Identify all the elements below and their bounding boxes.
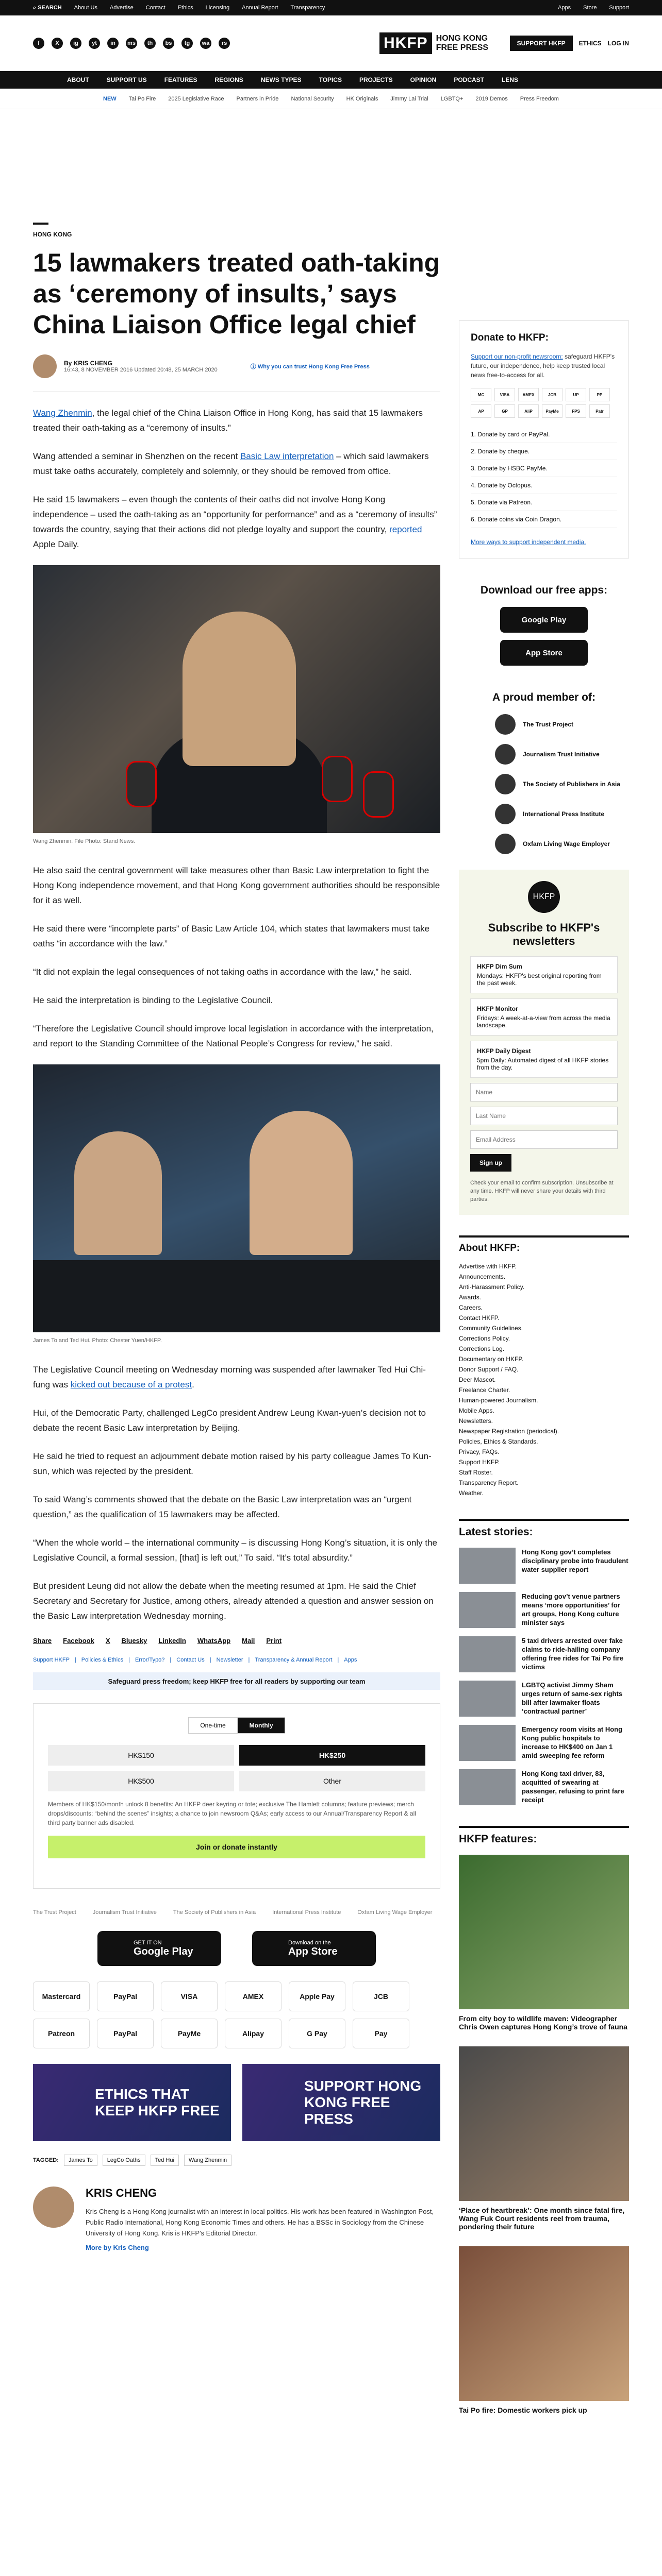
tag-item[interactable]: James To [64,2155,97,2166]
last-name-field[interactable] [470,1107,618,1125]
nav-lens[interactable]: LENS [502,76,519,83]
nav-podcast[interactable]: PODCAST [454,76,484,83]
card-logo: PP [589,388,610,401]
alipay-icon[interactable]: Alipay [225,2019,282,2048]
tag-item[interactable]: Wang Zhenmin [184,2155,231,2166]
byline [33,354,440,378]
footer-link[interactable]: Contact Us [176,1657,205,1663]
app-store-badge[interactable]: Download on the App Store [252,1931,376,1966]
story-item[interactable]: 5 taxi drivers arrested over fake claims to ride-hailing company offering free rides for Tai Po fire victims [459,1636,629,1672]
author-avatar [33,354,57,378]
feature-image[interactable] [459,2246,629,2401]
card-logo: AMEX [518,388,539,401]
search-icon: ⌕ [33,4,38,11]
article-paragraph: He also said the central government will take measures other than Basic Law interpretation to fight the Hong Kong independence movement, and that Hong Kong government authorities should be responsible for it as well. [33,866,440,905]
article-dates: 16:43, 8 NOVEMBER 2016 Updated 20:48, 25 MARCH 2020 [64,367,218,373]
story-thumbnail [459,1636,516,1672]
member-item[interactable]: Oxfam Living Wage Employer [495,834,629,854]
about-link[interactable]: Announcements. [459,1273,506,1280]
amex-icon[interactable]: AMEX [225,1981,282,2011]
latest-stories [459,1519,629,1805]
new-label: NEW [103,95,117,102]
app-badges [33,1931,440,1966]
join-button[interactable]: Join or donate instantly [48,1836,425,1858]
trending-item[interactable]: Partners in Pride [236,95,279,102]
donation-widget [33,1703,440,1889]
about-link[interactable]: Support HKFP. [459,1459,500,1466]
one-time-option[interactable]: One-time [188,1717,237,1734]
tag-item[interactable]: Ted Hui [151,2155,179,2166]
name-field[interactable] [470,1083,618,1101]
sopa-logo [495,774,516,794]
about-link[interactable]: Documentary on HKFP. [459,1355,524,1363]
member-logo: The Trust Project [33,1909,76,1916]
about-link[interactable]: Freelance Charter. [459,1386,510,1394]
article-title: 15 lawmakers treated oath-taking as ‘ceremony of insults,’ says China Liaison Office legal chief [33,248,440,339]
share-facebook[interactable]: Facebook [63,1637,94,1645]
author-name[interactable]: By KRIS CHENG [64,360,113,367]
apple-pay-icon[interactable]: Apple Pay [289,1981,345,2011]
sidebar [459,320,629,2430]
about-link[interactable]: Donor Support / FAQ. [459,1366,519,1373]
more-ways-link[interactable]: More ways to support independent media. [471,538,586,546]
donate-option[interactable]: 6. Donate coins via Coin Dragon. [471,511,617,528]
promo-banners [33,2064,440,2141]
members-list [459,714,629,854]
card-logo: JCB [542,388,562,401]
newsletter-box [459,870,629,1215]
amount-grid [48,1745,425,1791]
features-title: HKFP features: [459,1826,629,1845]
amount-option[interactable]: HK$500 [48,1771,234,1791]
support-promo[interactable]: SUPPORT HONG KONG FREE PRESS [242,2064,440,2141]
story-thumbnail [459,1769,516,1805]
site-header [0,15,662,71]
card-logo: Patr [589,404,610,418]
about-link[interactable]: About Us [74,5,97,11]
donate-box: Donate to HKFP: Support our non-profit newsroom: safeguard HKFP's future, our independence, help keep trusted local news free-to-access for all. MC VISA AMEX JCB UP PP AP GP AliP PayMe FPS Patr 1. Donate by card or PayPal. 2. Donate by cheque. 3. Donate by HSBC PayMe. 4. Donate by Octopus. 5. Donate via Patreon. 6. Donate coins via Coin Dragon. More ways to support independent media. [459,320,629,558]
card-logo: MC [471,388,491,401]
photo-caption: Wang Zhenmin. File Photo: Stand News. [33,838,136,844]
newsletter-option[interactable]: HKFP Daily Digest 5pm Daily: Automated digest of all HKFP stories from the day. [470,1041,618,1078]
youtube-icon[interactable]: yt [89,38,100,49]
member-logo: International Press Institute [272,1909,341,1916]
story-item[interactable]: Hong Kong gov’t completes disciplinary probe into fraudulent water supplier report [459,1548,629,1584]
google-play-badge[interactable]: GET IT ON Google Play [97,1931,221,1966]
story-thumbnail [459,1592,516,1628]
member-item[interactable]: Journalism Trust Initiative [495,744,629,765]
article-paragraph: He said he tried to request an adjournment debate motion raised by his party colleague James To Kun-sun, which was rejected by the president. [33,1451,432,1476]
patreon-icon[interactable]: Patreon [33,2019,90,2048]
inline-link[interactable]: Wang Zhenmin [33,408,92,418]
donate-option[interactable]: 2. Donate by cheque. [471,443,617,460]
tag-list: TAGGED: James To LegCo Oaths Ted Hui Wang Zhenmin [33,2155,440,2166]
nav-projects[interactable]: PROJECTS [359,76,393,83]
share-bluesky[interactable]: Bluesky [121,1637,147,1645]
article-photo-legco [33,1064,440,1332]
trending-item[interactable]: 2019 Demos [475,95,508,102]
story-thumbnail [459,1681,516,1717]
article-paragraph: The Legislative Council meeting on Wednesday morning was suspended after lawmaker Ted Hui Chi-fung was kicked out because of a protest. [33,1365,426,1389]
rss-icon[interactable]: rs [219,38,230,49]
about-link[interactable]: Deer Mascot. [459,1376,496,1383]
inline-link[interactable]: kicked out because of a protest [70,1380,192,1389]
trending-item[interactable]: Press Freedom [520,95,559,102]
share-whatsapp[interactable]: WhatsApp [197,1637,231,1645]
footer-link[interactable]: Support HKFP [33,1657,70,1663]
nav-opinion[interactable]: OPINION [410,76,437,83]
share-x[interactable]: X [105,1637,110,1645]
member-logos-row [33,1909,440,1916]
google-pay-icon[interactable]: G Pay [289,2019,345,2048]
about-link[interactable]: Staff Roster. [459,1469,493,1476]
trending-item[interactable]: HK Originals [346,95,378,102]
telegram-icon[interactable]: tg [181,38,193,49]
trending-item[interactable]: Jimmy Lai Trial [390,95,428,102]
author-avatar [33,2187,74,2228]
footer-link[interactable]: Transparency & Annual Report [255,1657,333,1663]
pay-icon[interactable]: Pay [353,2019,409,2048]
about-link[interactable]: Human-powered Journalism. [459,1397,538,1404]
about-link[interactable]: Careers. [459,1304,483,1311]
about-link[interactable]: Newspaper Registration (periodical). [459,1428,559,1435]
login-link[interactable]: LOG IN [607,39,629,47]
tag-item[interactable]: LegCo Oaths [103,2155,145,2166]
donate-title: Donate to HKFP: [471,332,549,343]
share-linkedin[interactable]: LinkedIn [158,1637,186,1645]
threads-icon[interactable]: th [144,38,156,49]
newsletter-logo: HKFP [528,881,560,913]
donate-option[interactable]: 5. Donate via Patreon. [471,494,617,511]
about-link[interactable]: Transparency Report. [459,1479,519,1486]
card-logo: UP [566,388,586,401]
story-thumbnail [459,1725,516,1761]
feature-caption[interactable]: ‘Place of heartbreak’: One month since fatal fire, Wang Fuk Court residents reel from trauma, pondering their future [459,2206,625,2231]
card-logo: VISA [494,388,515,401]
info-icon: ⓘ [250,364,258,370]
payme-icon[interactable]: PayMe [161,2019,218,2048]
member-item[interactable]: The Trust Project [495,714,629,735]
share-bar [33,1637,440,1645]
jti-logo [495,744,516,765]
feature-image[interactable] [459,1855,629,2009]
about-link[interactable]: Contact HKFP. [459,1314,500,1321]
article-paragraph: He said the interpretation is binding to the Legislative Council. [33,995,273,1005]
trending-item[interactable]: National Security [291,95,334,102]
newsletter-option[interactable]: HKFP Monitor Fridays: A week-at-a-view from across the media landscape. [470,998,618,1036]
footer-link[interactable]: Apps [344,1657,357,1663]
utility-bar [0,0,662,15]
card-logo: GP [494,404,515,418]
annual-report-link[interactable]: Annual Report [242,5,278,11]
card-logos [471,388,617,418]
apps-title: Download our free apps: [480,584,608,596]
advertise-link[interactable]: Advertise [109,5,134,11]
trending-bar [0,89,662,109]
feature-caption[interactable]: Tai Po fire: Domestic workers pick up [459,2406,587,2414]
about-link[interactable]: Corrections Log. [459,1345,505,1352]
donate-option[interactable]: 4. Donate by Octopus. [471,477,617,494]
about-link[interactable]: Privacy, FAQs. [459,1448,500,1455]
support-link[interactable]: Support [609,5,629,11]
feature-caption[interactable]: From city boy to wildlife maven: Videographer Chris Owen captures Hong Kong’s trove of fauna [459,2014,627,2031]
facebook-icon[interactable]: f [33,38,44,49]
footer-link[interactable]: Error/Typo? [135,1657,165,1663]
contact-link[interactable]: Contact [145,5,166,11]
visa-icon[interactable]: VISA [161,1981,218,2011]
about-link[interactable]: Anti-Harassment Policy. [459,1283,525,1291]
ipi-logo [495,804,516,824]
category-label[interactable]: HONG KONG [33,223,48,238]
article-paragraph: “It did not explain the legal consequences of not taking oaths in accordance with the law,” he said. [33,967,412,977]
licensing-link[interactable]: Licensing [205,5,230,11]
hkfp-features [459,1826,629,2414]
monthly-option[interactable]: Monthly [238,1717,285,1734]
card-logo: FPS [566,404,586,418]
nav-news-types[interactable]: NEWS TYPES [260,76,302,83]
main-nav [0,71,662,89]
trending-item[interactable]: Tai Po Fire [128,95,156,102]
nav-about[interactable]: ABOUT [67,76,89,83]
article-paragraph: “When the whole world – the international community – is discussing Hong Kong’s situation, it is only the Legislative Council, a formal session, [that] is left out,” To said. “It’s total absurdity.” [33,1538,437,1563]
bluesky-icon[interactable]: bs [163,38,174,49]
newsletter-title: Subscribe to HKFP's newsletters [488,921,600,947]
article-paragraph: To said Wang’s comments showed that the debate on the Basic Law interpretation was an “urgent question,” as the qualification of 15 lawmakers may be affected. [33,1495,412,1519]
signup-button[interactable]: Sign up [470,1154,511,1172]
logo-text: HONG KONG FREE PRESS [436,33,489,52]
share-mail[interactable]: Mail [242,1637,255,1645]
trending-item[interactable]: 2025 Legislative Race [168,95,224,102]
about-link[interactable]: Community Guidelines. [459,1325,523,1332]
payment-methods [33,1981,440,2048]
amount-option-other[interactable]: Other [239,1771,425,1791]
members-title: A proud member of: [492,691,595,703]
story-item[interactable]: LGBTQ activist Jimmy Sham urges return of same-sex rights bill after lawmaker floats ‘contractual partner’ [459,1681,629,1717]
store-link[interactable]: Store [583,5,597,11]
donate-option[interactable]: 1. Donate by card or PayPal. [471,426,617,443]
story-item[interactable]: Hong Kong taxi driver, 83, acquitted of swearing at passenger, refusing to print fare receipt [459,1769,629,1805]
nav-regions[interactable]: REGIONS [214,76,243,83]
mastodon-icon[interactable]: ms [126,38,137,49]
amount-option-selected[interactable]: HK$250 [239,1745,425,1766]
linkedin-icon[interactable]: in [107,38,119,49]
ethics-link[interactable]: Ethics [177,5,193,11]
author-box [33,2187,440,2251]
footer-link[interactable]: Policies & Ethics [81,1657,124,1663]
google-play-badge[interactable]: Google Play [500,607,588,633]
x-icon[interactable]: X [52,38,63,49]
transparency-link[interactable]: Transparency [290,5,325,11]
more-by-author-link[interactable]: More by Kris Cheng [86,2244,149,2251]
donate-options [471,426,617,528]
share-print[interactable]: Print [266,1637,282,1645]
about-link[interactable]: Policies, Ethics & Standards. [459,1438,538,1445]
oxfam-logo [495,834,516,854]
paypal-icon[interactable]: PayPal [97,2019,154,2048]
search-link[interactable]: ⌕ SEARCH [33,4,62,11]
about-link[interactable]: Newsletters. [459,1417,493,1425]
instagram-icon[interactable]: ig [70,38,81,49]
about-link[interactable]: Corrections Policy. [459,1335,510,1342]
about-link[interactable]: Awards. [459,1294,482,1301]
paypal-icon[interactable]: PayPal [97,1981,154,2011]
amount-option[interactable]: HK$150 [48,1745,234,1766]
app-store-badge[interactable]: App Store [500,640,588,666]
site-logo[interactable] [379,32,488,54]
nav-support-us[interactable]: SUPPORT US [106,76,147,83]
membership-note: Members of HK$150/month unlock 8 benefits: An HKFP deer keyring or tote; exclusive The Hamlett columns; feature previews; merch drops/discounts; “behind the scenes” insights; a chance to join newsroom Q&As; early access to our Annual/Transparency Report & all third party banner ads disabled. [48,1801,416,1826]
sidebar-app-badges [459,607,629,666]
ethics-promo[interactable]: ETHICS THAT KEEP HKFP FREE [33,2064,231,2141]
trust-link[interactable]: ⓘ Why you can trust Hong Kong Free Press [250,364,370,370]
about-hkfp [459,1235,629,1498]
support-hkfp-button[interactable]: SUPPORT HKFP [510,36,573,51]
jcb-icon[interactable]: JCB [353,1981,409,2011]
story-item[interactable]: Reducing gov’t venue partners means ‘more opportunities’ for art groups, Hong Kong culture minister says [459,1592,629,1628]
article-paragraph: Wang Zhenmin, the legal chief of the China Liaison Office in Hong Kong, has said that 15 lawmakers treated their oath-taking as a “ceremony of insults.” [33,408,423,433]
email-field[interactable] [470,1130,618,1149]
card-logo: AliP [518,404,539,418]
article-photo-wang [33,565,440,833]
article-paragraph: Wang attended a seminar in Shenzhen on the recent Basic Law interpretation – which said lawmakers must take oaths accurately, completely and solemnly, or they should be removed from office. [33,451,429,476]
safeguard-banner[interactable]: Safeguard press freedom; keep HKFP free for all readers by supporting our team [33,1672,440,1690]
about-link[interactable]: Weather. [459,1489,484,1497]
inline-link[interactable]: Basic Law interpretation [240,451,334,461]
member-logo: The Society of Publishers in Asia [173,1909,256,1916]
footer-link[interactable]: Newsletter [216,1657,243,1663]
newsletter-option[interactable]: HKFP Dim Sum Mondays: HKFP's best original reporting from the past week. [470,956,618,993]
article-paragraph: “Therefore the Legislative Council should improve local legislation in accordance with the interpretation, and report to the Standing Committee of the National People’s Congress for review,” he said. [33,1024,434,1048]
about-title: About HKFP: [459,1235,629,1254]
member-item[interactable]: International Press Institute [495,804,629,824]
author-bio: Kris Cheng is a Hong Kong journalist with an interest in local politics. His work has been featured in Washington Post, Public Radio International, Hong Kong Economic Times and others. He has a BSSc in Sociology from the Chinese University of Hong Kong. Kris is HKFP's Editorial Director. [86,2208,434,2237]
about-link[interactable]: Advertise with HKFP. [459,1263,517,1270]
mastercard-icon[interactable]: Mastercard [33,1981,90,2011]
photo-caption: James To and Ted Hui. Photo: Chester Yuen/HKFP. [33,1337,162,1344]
inline-link[interactable]: reported [389,524,422,534]
article-paragraph: He said 15 lawmakers – even though the contents of their oaths did not involve Hong Kong independence – used the oath-taking as an “opportunity for performance” and as a “ceremony of insults” towards the country, saying that their actions did not pledge loyalty and support the country, reported Apple Daily. [33,495,437,549]
card-logo: PayMe [542,404,562,418]
latest-title: Latest stories: [459,1519,629,1538]
author-box-name[interactable]: KRIS CHENG [86,2187,157,2199]
story-item[interactable]: Emergency room visits at Hong Kong public hospitals to increase to HK$400 on Jan 1 amid sweeping fee reform [459,1725,629,1761]
social-links [33,38,230,49]
logo-mark: HKFP [379,32,432,54]
member-item[interactable]: The Society of Publishers in Asia [495,774,629,794]
member-logo: Journalism Trust Initiative [92,1909,157,1916]
about-link[interactable]: Mobile Apps. [459,1407,494,1414]
trending-item[interactable]: LGBTQ+ [440,95,464,102]
newsletter-fine-print: Check your email to confirm subscription. Unsubscribe at any time. HKFP will never share your details with third parties. [470,1180,614,1202]
story-thumbnail [459,1548,516,1584]
frequency-toggle [48,1717,425,1734]
article-paragraph: He said there were “incomplete parts” of Basic Law Article 104, which states that lawmakers must take oaths “in accordance with the law.” [33,924,430,948]
whatsapp-icon[interactable]: wa [200,38,211,49]
article-column [33,223,440,2430]
article-paragraph: But president Leung did not allow the debate when the meeting resumed at 1pm. He said the Chief Secretary and Secretary for Justice, among others, already attended a question and answer session on the Basic Law interpretation Wednesday morning. [33,1581,434,1621]
member-logo: Oxfam Living Wage Employer [357,1909,433,1916]
donate-intro-link[interactable]: Support our non-profit newsroom: [471,353,563,360]
share-label[interactable]: Share [33,1637,52,1645]
nav-topics[interactable]: TOPICS [319,76,342,83]
article-paragraph: Hui, of the Democratic Party, challenged LegCo president Andrew Leung Kwan-yuen’s decision not to debate the recent Basic Law interpretation by Beijing. [33,1408,426,1433]
ethics-header-link[interactable]: ETHICS [578,39,602,47]
trust-project-logo [495,714,516,735]
card-logo: AP [471,404,491,418]
feature-image[interactable] [459,2046,629,2201]
article-footer-links: Support HKFP | Policies & Ethics | Error/Typo? | Contact Us | Newsletter | Transparency & Annual Report | Apps [33,1657,357,1663]
nav-features[interactable]: FEATURES [164,76,197,83]
donate-option[interactable]: 3. Donate by HSBC PayMe. [471,460,617,477]
apps-link[interactable]: Apps [558,5,571,11]
